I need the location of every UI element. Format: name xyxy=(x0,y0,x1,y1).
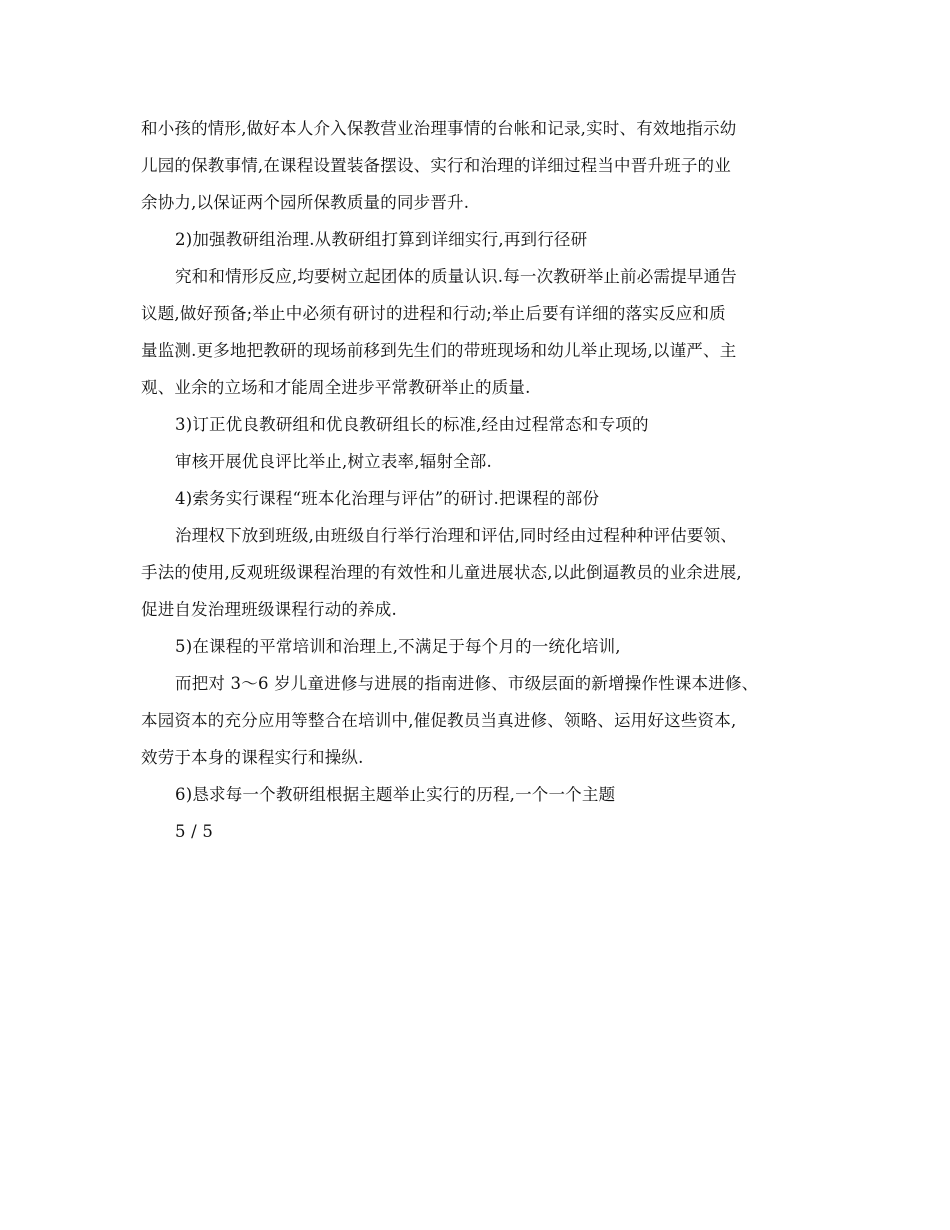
paragraph-line: 本园资本的充分应用等整合在培训中,催促教员当真进修、领略、运用好这些资本, xyxy=(141,711,737,730)
paragraph-line: 4)索务实行课程“班本化治理与评估”的研讨.把课程的部份 xyxy=(175,489,600,508)
paragraph-line: 观、业余的立场和才能周全进步平常教研举止的质量. xyxy=(141,378,531,397)
paragraph-line: 5)在课程的平常培训和治理上,不满足于每个月的一统化培训, xyxy=(175,637,621,656)
paragraph-line: 量监测.更多地把教研的现场前移到先生们的带班现场和幼儿举止现场,以谨严、主 xyxy=(141,341,737,360)
paragraph-line: 余协力,以保证两个园所保教质量的同步晋升. xyxy=(141,193,470,212)
paragraph-line: 6)恳求每一个教研组根据主题举止实行的历程,一个一个主题 xyxy=(175,785,616,804)
paragraph-line: 2)加强教研组治理.从教研组打算到详细实行,再到行径研 xyxy=(175,230,588,249)
paragraph-line: 3)订正优良教研组和优良教研组长的标准,经由过程常态和专项的 xyxy=(175,415,649,434)
paragraph-line: 效劳于本身的课程实行和操纵. xyxy=(141,748,364,767)
paragraph-line: 手法的使用,反观班级课程治理的有效性和儿童进展状态,以此倒逼教员的业余进展, xyxy=(141,563,742,582)
paragraph-line: 治理权下放到班级,由班级自行举行治理和评估,同时经由过程种种评估要领、 xyxy=(175,526,737,545)
page-number: 5 / 5 xyxy=(175,822,214,841)
paragraph-line: 儿园的保教事情,在课程设置装备摆设、实行和治理的详细过程当中晋升班子的业 xyxy=(141,156,731,175)
paragraph-line: 而把对 3～6 岁儿童进修与进展的指南进修、市级层面的新增操作性课本进修、 xyxy=(175,674,759,693)
paragraph-line: 究和和情形反应,均要树立起团体的质量认识.每一次教研举止前必需提早通告 xyxy=(175,267,737,286)
paragraph-line: 审核开展优良评比举止,树立表率,辐射全部. xyxy=(175,452,492,471)
paragraph-line: 和小孩的情形,做好本人介入保教营业治理事情的台帐和记录,实时、有效地指示幼 xyxy=(141,119,737,138)
paragraph-line: 促进自发治理班级课程行动的养成. xyxy=(141,600,397,619)
paragraph-line: 议题,做好预备;举止中必须有研讨的进程和行动;举止后要有详细的落实反应和质 xyxy=(141,304,726,323)
